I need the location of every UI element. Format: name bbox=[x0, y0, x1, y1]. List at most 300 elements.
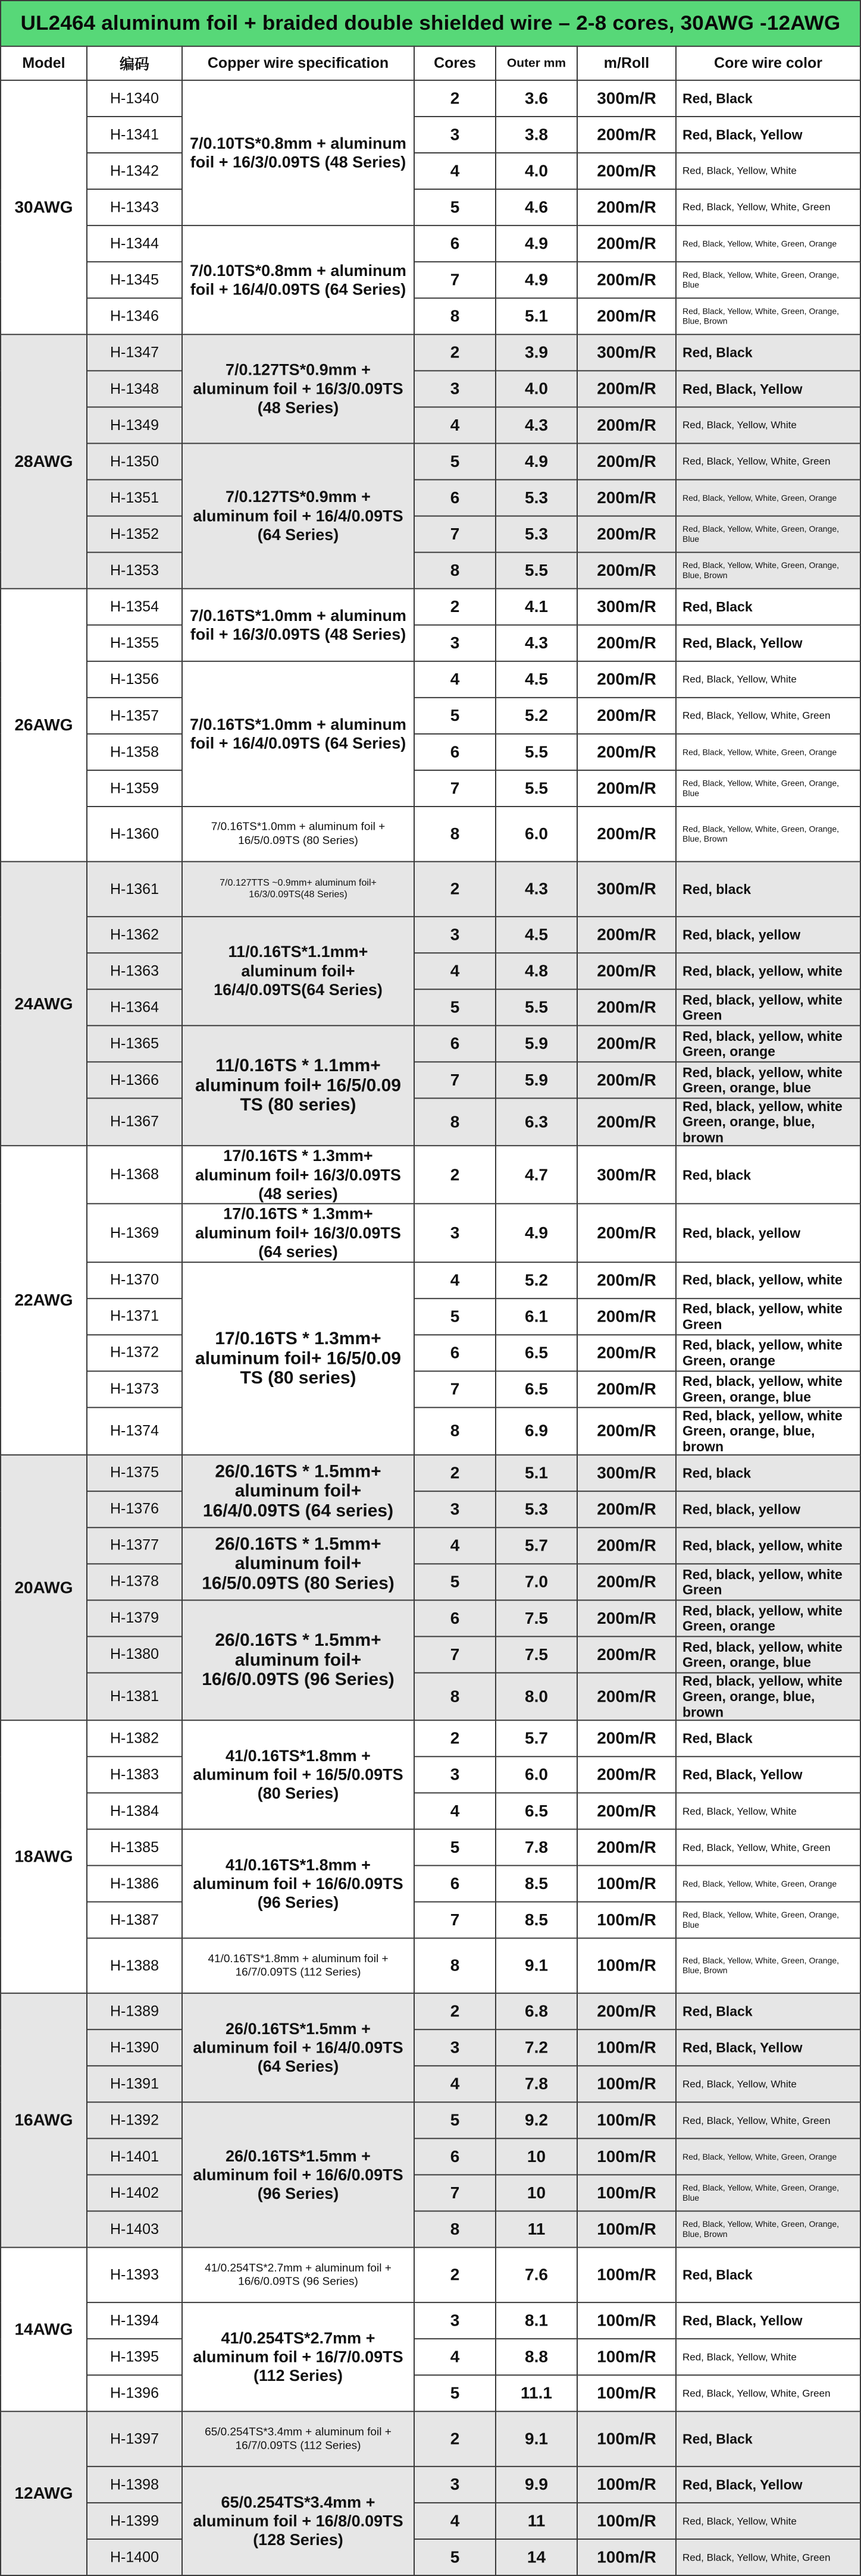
outer-diameter: 6.5 bbox=[496, 1371, 577, 1407]
core-wire-color: Red, black, yellow, white Green bbox=[676, 989, 860, 1025]
meters-per-roll: 200m/R bbox=[577, 553, 676, 589]
table-row bbox=[1, 2211, 860, 2248]
cores-count: 3 bbox=[414, 1757, 496, 1793]
table-row bbox=[1, 1298, 860, 1335]
model-code: H-1392 bbox=[87, 2103, 182, 2139]
table-row bbox=[1, 917, 860, 953]
cores-count: 5 bbox=[414, 2376, 496, 2412]
core-wire-color: Red, black, yellow, white Green, orange, blue, brown bbox=[676, 1098, 860, 1146]
cores-count: 3 bbox=[414, 117, 496, 153]
model-code: H-1393 bbox=[87, 2248, 182, 2303]
header-outer: Outer mm bbox=[496, 46, 577, 80]
core-wire-color: Red, black, yellow, white bbox=[676, 1262, 860, 1298]
outer-diameter: 4.3 bbox=[496, 862, 577, 917]
meters-per-roll: 100m/R bbox=[577, 2467, 676, 2503]
core-wire-color: Red, Black, Yellow, White, Green bbox=[676, 2376, 860, 2412]
cores-count: 8 bbox=[414, 553, 496, 589]
model-code: H-1403 bbox=[87, 2211, 182, 2248]
outer-diameter: 4.3 bbox=[496, 625, 577, 661]
copper-spec: 7/0.16TS*1.0mm + aluminum foil + 16/5/0.09TS (80 Series) bbox=[182, 807, 414, 862]
core-wire-color: Red, Black bbox=[676, 80, 860, 117]
model-code: H-1365 bbox=[87, 1025, 182, 1062]
outer-diameter: 4.7 bbox=[496, 1146, 577, 1204]
outer-diameter: 11 bbox=[496, 2503, 577, 2539]
meters-per-roll: 100m/R bbox=[577, 2339, 676, 2375]
model-code: H-1387 bbox=[87, 1902, 182, 1938]
meters-per-roll: 200m/R bbox=[577, 989, 676, 1025]
outer-diameter: 4.9 bbox=[496, 1204, 577, 1262]
awg-group bbox=[1, 1721, 860, 1994]
model-code: H-1398 bbox=[87, 2467, 182, 2503]
meters-per-roll: 200m/R bbox=[577, 1564, 676, 1600]
outer-diameter: 6.9 bbox=[496, 1407, 577, 1455]
outer-diameter: 9.2 bbox=[496, 2103, 577, 2139]
header-model: Model bbox=[1, 46, 87, 80]
model-code: H-1345 bbox=[87, 262, 182, 298]
core-wire-color: Red, Black, Yellow, White, Green, Orange, Blue bbox=[676, 1902, 860, 1938]
meters-per-roll: 200m/R bbox=[577, 1335, 676, 1371]
cores-count: 3 bbox=[414, 1491, 496, 1527]
core-wire-color: Red, Black, Yellow, White, Green bbox=[676, 443, 860, 479]
copper-spec: 11/0.16TS*1.1mm+ aluminum foil+ 16/4/0.09TS(64 Series) bbox=[182, 917, 414, 1025]
table-row bbox=[1, 1025, 860, 1062]
cores-count: 5 bbox=[414, 989, 496, 1025]
table-row bbox=[1, 1938, 860, 1994]
core-wire-color: Red, black, yellow, white bbox=[676, 1527, 860, 1564]
core-wire-color: Red, black, yellow, white Green bbox=[676, 1298, 860, 1335]
model-code: H-1401 bbox=[87, 2139, 182, 2175]
cores-count: 7 bbox=[414, 1062, 496, 1098]
core-wire-color: Red, Black, Yellow, White, Green, Orange bbox=[676, 2139, 860, 2175]
model-code: H-1367 bbox=[87, 1098, 182, 1146]
outer-diameter: 8.5 bbox=[496, 1902, 577, 1938]
meters-per-roll: 300m/R bbox=[577, 80, 676, 117]
model-code: H-1342 bbox=[87, 153, 182, 189]
outer-diameter: 4.5 bbox=[496, 917, 577, 953]
table-row bbox=[1, 1902, 860, 1938]
core-wire-color: Red, Black, Yellow bbox=[676, 371, 860, 407]
meters-per-roll: 200m/R bbox=[577, 189, 676, 225]
cores-count: 7 bbox=[414, 1371, 496, 1407]
awg-group bbox=[1, 1993, 860, 2247]
meters-per-roll: 100m/R bbox=[577, 2175, 676, 2211]
core-wire-color: Red, Black, Yellow, White, Green, Orange bbox=[676, 1866, 860, 1902]
meters-per-roll: 300m/R bbox=[577, 334, 676, 371]
cores-count: 8 bbox=[414, 2211, 496, 2248]
table-row bbox=[1, 1993, 860, 2029]
meters-per-roll: 200m/R bbox=[577, 1793, 676, 1830]
meters-per-roll: 100m/R bbox=[577, 2211, 676, 2248]
copper-spec: 41/0.254TS*2.7mm + aluminum foil + 16/6/0.09TS (96 Series) bbox=[182, 2248, 414, 2303]
meters-per-roll: 100m/R bbox=[577, 2139, 676, 2175]
meters-per-roll: 200m/R bbox=[577, 371, 676, 407]
meters-per-roll: 200m/R bbox=[577, 1491, 676, 1527]
outer-diameter: 4.0 bbox=[496, 153, 577, 189]
table-row bbox=[1, 117, 860, 153]
core-wire-color: Red, Black, Yellow, White, Green, Orange, Blue, Brown bbox=[676, 553, 860, 589]
meters-per-roll: 200m/R bbox=[577, 407, 676, 443]
cores-count: 8 bbox=[414, 1098, 496, 1146]
awg-label: 30AWG bbox=[1, 80, 87, 334]
core-wire-color: Red, Black, Yellow, White, Green bbox=[676, 2103, 860, 2139]
cores-count: 4 bbox=[414, 2066, 496, 2103]
meters-per-roll: 100m/R bbox=[577, 2103, 676, 2139]
model-code: H-1378 bbox=[87, 1564, 182, 1600]
outer-diameter: 8.1 bbox=[496, 2302, 577, 2339]
core-wire-color: Red, black, yellow, white Green, orange, blue, brown bbox=[676, 1407, 860, 1455]
table-row bbox=[1, 2467, 860, 2503]
model-code: H-1397 bbox=[87, 2412, 182, 2467]
cores-count: 2 bbox=[414, 589, 496, 625]
core-wire-color: Red, Black, Yellow bbox=[676, 625, 860, 661]
outer-diameter: 5.2 bbox=[496, 698, 577, 734]
model-code: H-1390 bbox=[87, 2029, 182, 2066]
meters-per-roll: 200m/R bbox=[577, 1098, 676, 1146]
model-code: H-1396 bbox=[87, 2376, 182, 2412]
model-code: H-1346 bbox=[87, 298, 182, 334]
model-code: H-1395 bbox=[87, 2339, 182, 2375]
cores-count: 5 bbox=[414, 2539, 496, 2575]
cores-count: 2 bbox=[414, 2248, 496, 2303]
core-wire-color: Red, black, yellow, white bbox=[676, 953, 860, 989]
cores-count: 6 bbox=[414, 2139, 496, 2175]
awg-group bbox=[1, 2412, 860, 2576]
cores-count: 7 bbox=[414, 516, 496, 553]
cores-count: 6 bbox=[414, 1600, 496, 1636]
table-row bbox=[1, 1600, 860, 1636]
outer-diameter: 5.7 bbox=[496, 1721, 577, 1757]
outer-diameter: 9.1 bbox=[496, 1938, 577, 1994]
outer-diameter: 8.8 bbox=[496, 2339, 577, 2375]
cores-count: 5 bbox=[414, 2103, 496, 2139]
cores-count: 5 bbox=[414, 698, 496, 734]
awg-label: 18AWG bbox=[1, 1721, 87, 1994]
meters-per-roll: 300m/R bbox=[577, 1455, 676, 1491]
table-row bbox=[1, 807, 860, 862]
meters-per-roll: 200m/R bbox=[577, 153, 676, 189]
header-color: Core wire color bbox=[676, 46, 860, 80]
core-wire-color: Red, Black bbox=[676, 334, 860, 371]
outer-diameter: 3.6 bbox=[496, 80, 577, 117]
copper-spec: 41/0.16TS*1.8mm + aluminum foil + 16/6/0.09TS (96 Series) bbox=[182, 1830, 414, 1938]
outer-diameter: 4.6 bbox=[496, 189, 577, 225]
meters-per-roll: 300m/R bbox=[577, 862, 676, 917]
table-row bbox=[1, 2412, 860, 2467]
cores-count: 3 bbox=[414, 2029, 496, 2066]
core-wire-color: Red, Black, Yellow, White, Green, Orange bbox=[676, 480, 860, 516]
outer-diameter: 8.5 bbox=[496, 1866, 577, 1902]
outer-diameter: 5.3 bbox=[496, 1491, 577, 1527]
table-row bbox=[1, 1491, 860, 1527]
model-code: H-1362 bbox=[87, 917, 182, 953]
table-row bbox=[1, 1636, 860, 1673]
meters-per-roll: 200m/R bbox=[577, 807, 676, 862]
table-row bbox=[1, 153, 860, 189]
cores-count: 8 bbox=[414, 1938, 496, 1994]
outer-diameter: 6.0 bbox=[496, 1757, 577, 1793]
core-wire-color: Red, Black, Yellow, White bbox=[676, 1793, 860, 1830]
awg-label: 28AWG bbox=[1, 334, 87, 588]
core-wire-color: Red, Black, Yellow, White, Green, Orange, Blue, Brown bbox=[676, 2211, 860, 2248]
meters-per-roll: 200m/R bbox=[577, 1673, 676, 1720]
cores-count: 6 bbox=[414, 1866, 496, 1902]
meters-per-roll: 200m/R bbox=[577, 1757, 676, 1793]
table-row bbox=[1, 1371, 860, 1407]
cores-count: 2 bbox=[414, 334, 496, 371]
meters-per-roll: 200m/R bbox=[577, 953, 676, 989]
table-row bbox=[1, 1262, 860, 1298]
awg-label: 20AWG bbox=[1, 1455, 87, 1720]
table-row bbox=[1, 2248, 860, 2303]
copper-spec: 17/0.16TS * 1.3mm+ aluminum foil+ 16/3/0.09TS (48 series) bbox=[182, 1146, 414, 1204]
copper-spec: 41/0.16TS*1.8mm + aluminum foil + 16/5/0.09TS (80 Series) bbox=[182, 1721, 414, 1830]
table-row bbox=[1, 1866, 860, 1902]
cores-count: 2 bbox=[414, 2412, 496, 2467]
table-row bbox=[1, 2139, 860, 2175]
cores-count: 5 bbox=[414, 189, 496, 225]
model-code: H-1348 bbox=[87, 371, 182, 407]
table-row bbox=[1, 2066, 860, 2103]
table-row bbox=[1, 1204, 860, 1262]
cores-count: 2 bbox=[414, 80, 496, 117]
outer-diameter: 4.1 bbox=[496, 589, 577, 625]
table-row bbox=[1, 80, 860, 117]
outer-diameter: 5.1 bbox=[496, 298, 577, 334]
core-wire-color: Red, Black, Yellow bbox=[676, 117, 860, 153]
model-code: H-1371 bbox=[87, 1298, 182, 1335]
copper-spec: 7/0.127TS*0.9mm + aluminum foil + 16/4/0.09TS (64 Series) bbox=[182, 443, 414, 588]
core-wire-color: Red, Black, Yellow, White bbox=[676, 661, 860, 698]
table-row bbox=[1, 953, 860, 989]
model-code: H-1388 bbox=[87, 1938, 182, 1994]
meters-per-roll: 200m/R bbox=[577, 1993, 676, 2029]
cores-count: 7 bbox=[414, 262, 496, 298]
outer-diameter: 5.1 bbox=[496, 1455, 577, 1491]
awg-label: 24AWG bbox=[1, 862, 87, 1146]
outer-diameter: 5.9 bbox=[496, 1025, 577, 1062]
cores-count: 6 bbox=[414, 1025, 496, 1062]
core-wire-color: Red, Black bbox=[676, 1993, 860, 2029]
meters-per-roll: 300m/R bbox=[577, 1146, 676, 1204]
model-code: H-1361 bbox=[87, 862, 182, 917]
table-row bbox=[1, 698, 860, 734]
outer-diameter: 6.0 bbox=[496, 807, 577, 862]
core-wire-color: Red, Black, Yellow bbox=[676, 2302, 860, 2339]
model-code: H-1375 bbox=[87, 1455, 182, 1491]
outer-diameter: 5.5 bbox=[496, 770, 577, 807]
table-row bbox=[1, 262, 860, 298]
table-row bbox=[1, 1564, 860, 1600]
cores-count: 8 bbox=[414, 1407, 496, 1455]
model-code: H-1352 bbox=[87, 516, 182, 553]
core-wire-color: Red, Black, Yellow, White, Green, Orange, Blue, Brown bbox=[676, 807, 860, 862]
outer-diameter: 14 bbox=[496, 2539, 577, 2575]
meters-per-roll: 200m/R bbox=[577, 262, 676, 298]
outer-diameter: 3.8 bbox=[496, 117, 577, 153]
cores-count: 3 bbox=[414, 1204, 496, 1262]
table-row bbox=[1, 589, 860, 625]
cores-count: 7 bbox=[414, 770, 496, 807]
cores-count: 2 bbox=[414, 1455, 496, 1491]
meters-per-roll: 200m/R bbox=[577, 1062, 676, 1098]
meters-per-roll: 100m/R bbox=[577, 1902, 676, 1938]
meters-per-roll: 200m/R bbox=[577, 516, 676, 553]
awg-group bbox=[1, 1146, 860, 1455]
cores-count: 6 bbox=[414, 480, 496, 516]
model-code: H-1389 bbox=[87, 1993, 182, 2029]
model-code: H-1379 bbox=[87, 1600, 182, 1636]
model-code: H-1364 bbox=[87, 989, 182, 1025]
copper-spec: 26/0.16TS * 1.5mm+ aluminum foil+ 16/6/0.09TS (96 Series) bbox=[182, 1600, 414, 1720]
outer-diameter: 4.3 bbox=[496, 407, 577, 443]
table-row bbox=[1, 189, 860, 225]
outer-diameter: 3.9 bbox=[496, 334, 577, 371]
core-wire-color: Red, Black, Yellow, White, Green bbox=[676, 698, 860, 734]
table-row bbox=[1, 480, 860, 516]
table-row bbox=[1, 407, 860, 443]
outer-diameter: 9.1 bbox=[496, 2412, 577, 2467]
core-wire-color: Red, Black bbox=[676, 2248, 860, 2303]
table-row bbox=[1, 443, 860, 479]
cores-count: 4 bbox=[414, 953, 496, 989]
table-row bbox=[1, 770, 860, 807]
core-wire-color: Red, Black, Yellow bbox=[676, 1757, 860, 1793]
core-wire-color: Red, Black, Yellow, White, Green, Orange bbox=[676, 734, 860, 770]
awg-group bbox=[1, 80, 860, 334]
cores-count: 4 bbox=[414, 407, 496, 443]
table-row bbox=[1, 734, 860, 770]
meters-per-roll: 200m/R bbox=[577, 1636, 676, 1673]
outer-diameter: 5.5 bbox=[496, 989, 577, 1025]
cores-count: 8 bbox=[414, 298, 496, 334]
cores-count: 3 bbox=[414, 625, 496, 661]
outer-diameter: 7.6 bbox=[496, 2248, 577, 2303]
meters-per-roll: 100m/R bbox=[577, 2539, 676, 2575]
outer-diameter: 10 bbox=[496, 2139, 577, 2175]
model-code: H-1394 bbox=[87, 2302, 182, 2339]
outer-diameter: 7.8 bbox=[496, 1830, 577, 1866]
awg-group bbox=[1, 1455, 860, 1720]
outer-diameter: 10 bbox=[496, 2175, 577, 2211]
meters-per-roll: 200m/R bbox=[577, 1262, 676, 1298]
copper-spec: 7/0.16TS*1.0mm + aluminum foil + 16/4/0.09TS (64 Series) bbox=[182, 661, 414, 807]
model-code: H-1355 bbox=[87, 625, 182, 661]
model-code: H-1391 bbox=[87, 2066, 182, 2103]
table-row bbox=[1, 1407, 860, 1455]
cores-count: 4 bbox=[414, 2503, 496, 2539]
model-code: H-1340 bbox=[87, 80, 182, 117]
table-row bbox=[1, 2103, 860, 2139]
meters-per-roll: 200m/R bbox=[577, 443, 676, 479]
core-wire-color: Red, Black, Yellow, White bbox=[676, 407, 860, 443]
outer-diameter: 5.9 bbox=[496, 1062, 577, 1098]
core-wire-color: Red, Black bbox=[676, 589, 860, 625]
model-code: H-1368 bbox=[87, 1146, 182, 1204]
table-row bbox=[1, 298, 860, 334]
outer-diameter: 5.2 bbox=[496, 1262, 577, 1298]
table-row bbox=[1, 1062, 860, 1098]
copper-spec: 7/0.127TTS ~0.9mm+ aluminum foil+ 16/3/0.09TS(48 Series) bbox=[182, 862, 414, 917]
cores-count: 5 bbox=[414, 1298, 496, 1335]
copper-spec: 41/0.16TS*1.8mm + aluminum foil + 16/7/0.09TS (112 Series) bbox=[182, 1938, 414, 1994]
cores-count: 4 bbox=[414, 1262, 496, 1298]
cores-count: 3 bbox=[414, 2467, 496, 2503]
table-row bbox=[1, 553, 860, 589]
cores-count: 2 bbox=[414, 862, 496, 917]
outer-diameter: 11 bbox=[496, 2211, 577, 2248]
model-code: H-1377 bbox=[87, 1527, 182, 1564]
core-wire-color: Red, Black, Yellow, White bbox=[676, 153, 860, 189]
model-code: H-1373 bbox=[87, 1371, 182, 1407]
core-wire-color: Red, black, yellow, white Green, orange bbox=[676, 1600, 860, 1636]
awg-label: 16AWG bbox=[1, 1993, 87, 2247]
core-wire-color: Red, Black, Yellow, White, Green, Orange, Blue bbox=[676, 770, 860, 807]
table-row bbox=[1, 334, 860, 371]
copper-spec: 7/0.10TS*0.8mm + aluminum foil + 16/3/0.09TS (48 Series) bbox=[182, 80, 414, 225]
outer-diameter: 6.1 bbox=[496, 1298, 577, 1335]
core-wire-color: Red, Black, Yellow, White, Green, Orange, Blue bbox=[676, 262, 860, 298]
awg-group bbox=[1, 334, 860, 588]
table-row bbox=[1, 1335, 860, 1371]
core-wire-color: Red, Black, Yellow, White, Green bbox=[676, 189, 860, 225]
model-code: H-1382 bbox=[87, 1721, 182, 1757]
meters-per-roll: 200m/R bbox=[577, 1407, 676, 1455]
model-code: H-1354 bbox=[87, 589, 182, 625]
outer-diameter: 7.5 bbox=[496, 1600, 577, 1636]
cores-count: 6 bbox=[414, 734, 496, 770]
table-row bbox=[1, 1793, 860, 1830]
table-row bbox=[1, 1673, 860, 1720]
copper-spec: 7/0.10TS*0.8mm + aluminum foil + 16/4/0.09TS (64 Series) bbox=[182, 225, 414, 334]
cores-count: 2 bbox=[414, 1146, 496, 1204]
model-code: H-1366 bbox=[87, 1062, 182, 1098]
core-wire-color: Red, black, yellow, white Green bbox=[676, 1564, 860, 1600]
meters-per-roll: 200m/R bbox=[577, 480, 676, 516]
meters-per-roll: 200m/R bbox=[577, 225, 676, 262]
outer-diameter: 7.8 bbox=[496, 2066, 577, 2103]
table-row bbox=[1, 2175, 860, 2211]
model-code: H-1350 bbox=[87, 443, 182, 479]
table-row bbox=[1, 1455, 860, 1491]
meters-per-roll: 200m/R bbox=[577, 1830, 676, 1866]
outer-diameter: 8.0 bbox=[496, 1673, 577, 1720]
meters-per-roll: 100m/R bbox=[577, 2302, 676, 2339]
model-code: H-1402 bbox=[87, 2175, 182, 2211]
cores-count: 7 bbox=[414, 1902, 496, 1938]
model-code: H-1372 bbox=[87, 1335, 182, 1371]
core-wire-color: Red, Black, Yellow bbox=[676, 2467, 860, 2503]
model-code: H-1374 bbox=[87, 1407, 182, 1455]
table-row bbox=[1, 2029, 860, 2066]
cores-count: 5 bbox=[414, 1830, 496, 1866]
meters-per-roll: 100m/R bbox=[577, 2376, 676, 2412]
core-wire-color: Red, black, yellow, white Green, orange, blue bbox=[676, 1636, 860, 1673]
meters-per-roll: 200m/R bbox=[577, 298, 676, 334]
core-wire-color: Red, Black, Yellow, White, Green, Orange, Blue, Brown bbox=[676, 1938, 860, 1994]
cores-count: 6 bbox=[414, 225, 496, 262]
outer-diameter: 4.0 bbox=[496, 371, 577, 407]
meters-per-roll: 100m/R bbox=[577, 2029, 676, 2066]
cores-count: 5 bbox=[414, 1564, 496, 1600]
outer-diameter: 7.0 bbox=[496, 1564, 577, 1600]
core-wire-color: Red, Black, Yellow, White, Green bbox=[676, 1830, 860, 1866]
core-wire-color: Red, black, yellow, white Green, orange bbox=[676, 1335, 860, 1371]
table-row bbox=[1, 862, 860, 917]
table-row bbox=[1, 371, 860, 407]
core-wire-color: Red, Black, Yellow bbox=[676, 2029, 860, 2066]
meters-per-roll: 200m/R bbox=[577, 1204, 676, 1262]
core-wire-color: Red, Black, Yellow, White bbox=[676, 2066, 860, 2103]
